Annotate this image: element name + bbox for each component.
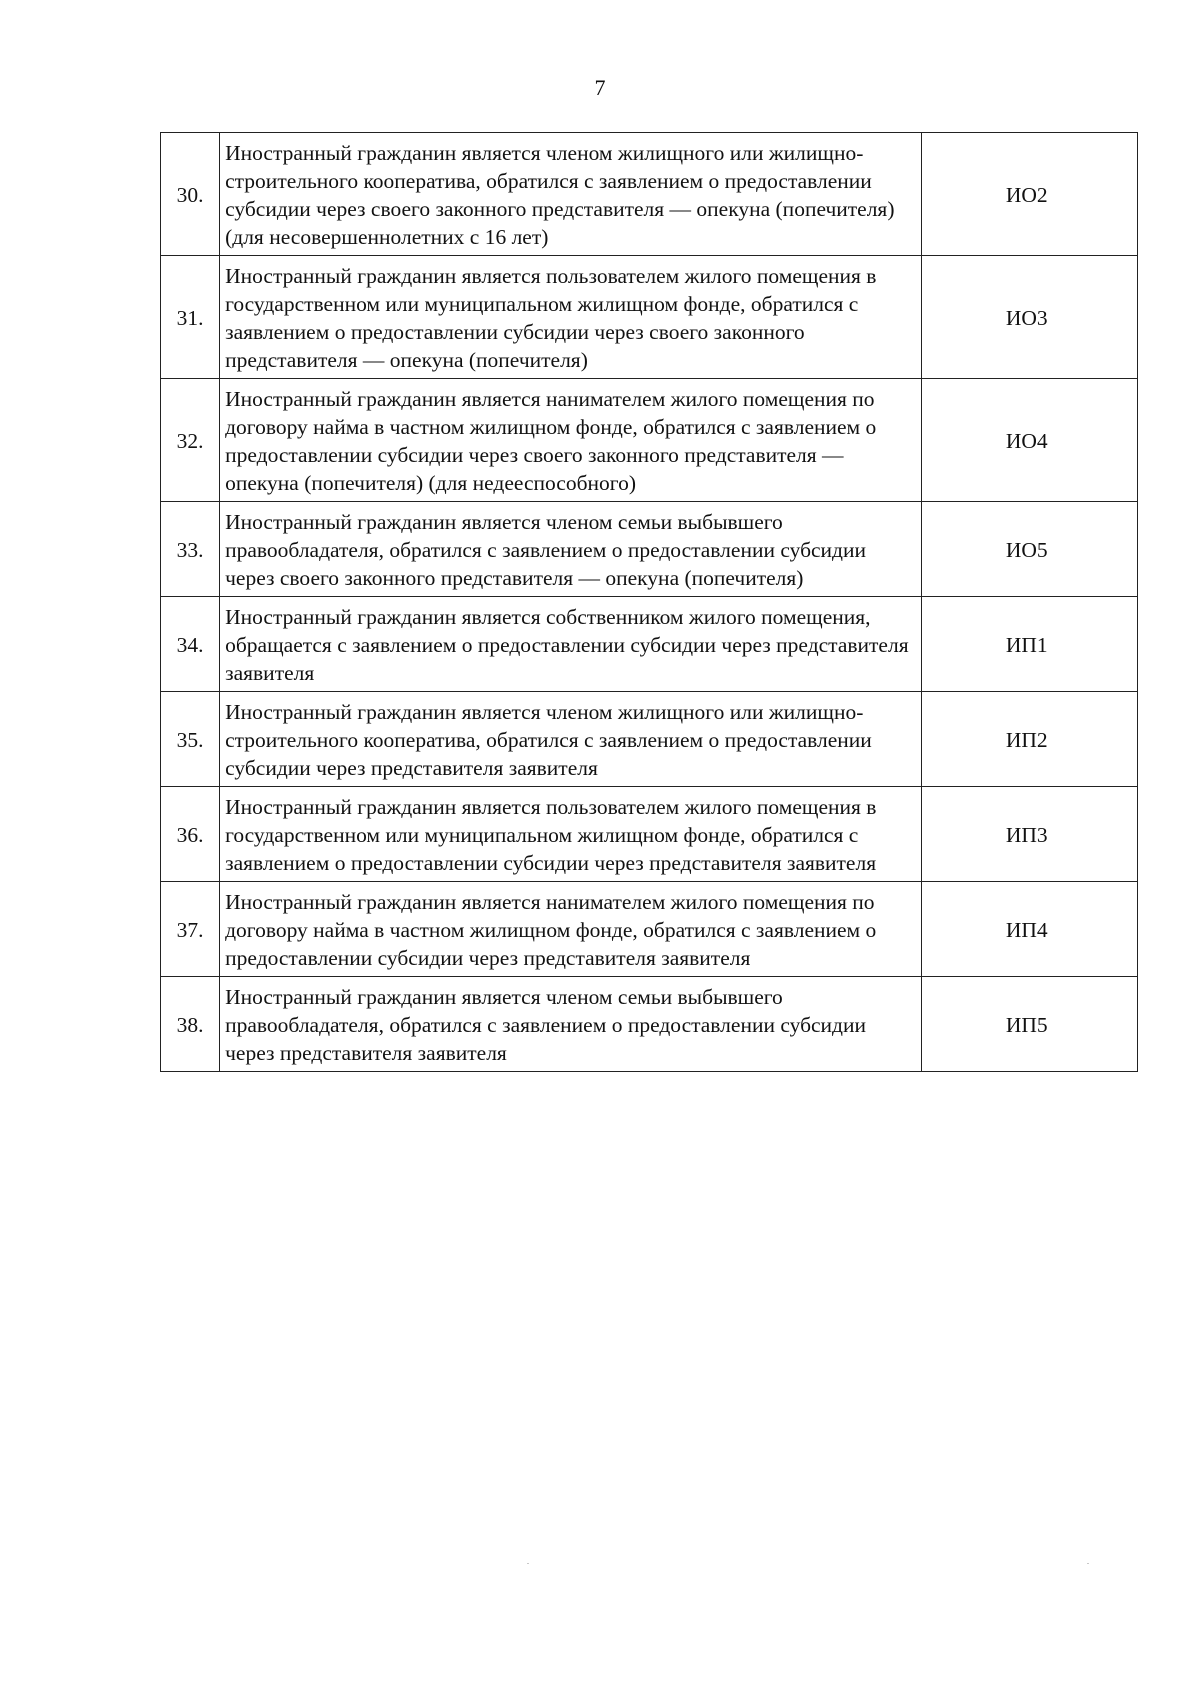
row-code: ИП3 xyxy=(921,787,1137,882)
row-description: Иностранный гражданин является нанимателем жилого помещения по договору найма в частном жилищном фонде, обратился с заявлением о предоставлении субсидии через своего законного представителя — опекуна (попечителя) (для недееспособного) xyxy=(220,379,921,502)
table-row xyxy=(161,977,1138,1072)
row-code: ИП2 xyxy=(921,692,1137,787)
table-row xyxy=(161,882,1138,977)
table-row xyxy=(161,692,1138,787)
row-description: Иностранный гражданин является пользователем жилого помещения в государственном или муниципальном жилищном фонде, обратился с заявлением о предоставлении субсидии через своего законного представителя — опекуна (попечителя) xyxy=(220,256,921,379)
row-number: 36. xyxy=(161,787,220,882)
scan-speck xyxy=(527,1563,529,1564)
table-row xyxy=(161,502,1138,597)
row-description: Иностранный гражданин является членом семьи выбывшего правообладателя, обратился с заявлением о предоставлении субсидии через представителя заявителя xyxy=(220,977,921,1072)
row-code: ИО4 xyxy=(921,379,1137,502)
row-code: ИО3 xyxy=(921,256,1137,379)
row-code: ИО5 xyxy=(921,502,1137,597)
row-description: Иностранный гражданин является членом семьи выбывшего правообладателя, обратился с заявлением о предоставлении субсидии через своего законного представителя — опекуна (попечителя) xyxy=(220,502,921,597)
row-description: Иностранный гражданин является пользователем жилого помещения в государственном или муниципальном жилищном фонде, обратился с заявлением о предоставлении субсидии через представителя заявителя xyxy=(220,787,921,882)
row-number: 37. xyxy=(161,882,220,977)
row-code: ИО2 xyxy=(921,133,1137,256)
row-description: Иностранный гражданин является членом жилищного или жилищно-строительного кооператива, обратился с заявлением о предоставлении субсидии через представителя заявителя xyxy=(220,692,921,787)
table-row xyxy=(161,133,1138,256)
row-code: ИП4 xyxy=(921,882,1137,977)
row-description: Иностранный гражданин является нанимателем жилого помещения по договору найма в частном жилищном фонде, обратился с заявлением о предоставлении субсидии через представителя заявителя xyxy=(220,882,921,977)
applicant-category-table xyxy=(160,132,1138,1072)
row-description: Иностранный гражданин является членом жилищного или жилищно-строительного кооператива, обратился с заявлением о предоставлении субсидии через своего законного представителя — опекуна (попечителя) (для несовершеннолетних с 16 лет) xyxy=(220,133,921,256)
row-code: ИП1 xyxy=(921,597,1137,692)
table-row xyxy=(161,597,1138,692)
table-row xyxy=(161,256,1138,379)
row-number: 31. xyxy=(161,256,220,379)
table-row xyxy=(161,787,1138,882)
scan-speck xyxy=(1087,1563,1089,1564)
row-number: 34. xyxy=(161,597,220,692)
table-row xyxy=(161,379,1138,502)
row-number: 32. xyxy=(161,379,220,502)
page-number: 7 xyxy=(594,75,606,100)
row-number: 38. xyxy=(161,977,220,1072)
row-number: 35. xyxy=(161,692,220,787)
row-number: 33. xyxy=(161,502,220,597)
row-description: Иностранный гражданин является собственником жилого помещения, обращается с заявлением о предоставлении субсидии через представителя заявителя xyxy=(220,597,921,692)
row-number: 30. xyxy=(161,133,220,256)
row-code: ИП5 xyxy=(921,977,1137,1072)
